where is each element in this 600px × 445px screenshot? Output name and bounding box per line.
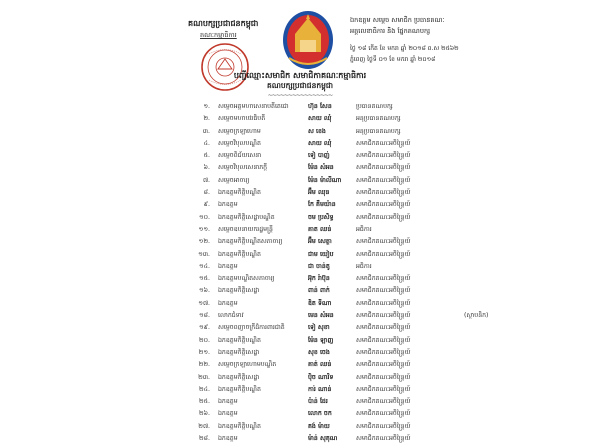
table-row [196, 310, 556, 322]
member-position: សម្ដេចក្រឡាហោម [218, 127, 261, 135]
member-role: សមាជិកគណៈអចិន្ត្រៃយ៍ [356, 348, 411, 356]
member-position: សម្ដេចពិជ័យសេនា [218, 152, 262, 160]
table-row [196, 162, 556, 174]
table-row [196, 249, 556, 261]
member-position: ឯកឧត្ដមកិត្តិបណ្ឌិត [218, 422, 261, 430]
member-name: កែ គឹមយ៉ាន [308, 201, 336, 209]
member-position: សម្ដេចវិបុលបណ្ឌិត [218, 139, 261, 147]
row-number: ៦. [203, 164, 210, 172]
member-name: ហ៊ុន សែន [308, 103, 332, 110]
member-position: ឯកឧត្ដម [218, 299, 238, 307]
row-number: ១៥. [198, 275, 210, 283]
header-place-date-line: ភ្នំពេញ ថ្ងៃទី ០១ ខែ មករា ឆ្នាំ ២០១៨ [350, 56, 436, 63]
title-ornament: ~~~~~~~~~~~~~~~~ [267, 92, 333, 99]
member-role: សមាជិកគណៈអចិន្ត្រៃយ៍ [356, 435, 411, 443]
row-number: ៧. [202, 176, 210, 184]
document-title: បញ្ជីឈ្មោះសមាជិក សមាជិកាគណៈកម្មាធិការ [233, 71, 367, 80]
member-position: ឯកឧត្ដមកិត្តិបណ្ឌិត [218, 250, 261, 258]
document-subtitle: គណបក្សប្រជាជនកម្ពុជា [267, 81, 333, 90]
row-number: ៩. [203, 201, 210, 209]
row-number: ២៣. [198, 373, 210, 381]
member-position: ឯកឧត្ដមកិត្តិសេដ្ឋា [218, 348, 260, 356]
member-role: សមាជិកគណៈអចិន្ត្រៃយ៍ [356, 287, 411, 295]
member-name: មេន សំអន [308, 312, 334, 320]
row-number: ១៧. [198, 299, 210, 307]
table-row [196, 347, 556, 359]
row-number: ២០. [198, 336, 210, 344]
row-number: ៤. [203, 139, 210, 147]
member-name: ប៉ាន់ ដែរ [308, 398, 328, 406]
table-row [196, 335, 556, 347]
table-row [196, 113, 556, 125]
member-position: ឯកឧត្ដមកិត្តិបណ្ឌិត [218, 336, 261, 344]
table-row [196, 408, 556, 420]
party-logo-icon [281, 10, 335, 72]
member-name: អ៊ឹម សេត្ថា [308, 238, 332, 246]
member-name: គង់ ម៉ាយ [308, 422, 330, 430]
table-row [196, 285, 556, 297]
table-row [196, 322, 556, 334]
header-date-line: ថ្ងៃ ១៨ កើត ខែ មករា ឆ្នាំ ២០១៨ ព.ស ២៥៦២ [350, 45, 459, 52]
table-row [196, 273, 556, 285]
table-row [196, 261, 556, 273]
row-number: ២៤. [198, 385, 210, 393]
table-row [196, 175, 556, 187]
member-position: ឯកឧត្ដម [218, 410, 238, 418]
table-row [196, 138, 556, 150]
member-name: ម៉ែន សំអន [308, 164, 334, 172]
row-number: ៣. [202, 127, 210, 135]
header-line-2: អគ្គលេខាធិការ និង ផ្នែកគណបក្ស [350, 27, 431, 35]
member-position: ឯកឧត្ដមកិត្តិសេដ្ឋា [218, 373, 260, 381]
member-position: ឯកឧត្ដម [218, 201, 238, 209]
row-number: ២២. [198, 361, 210, 369]
member-position: ឯកឧត្ដមកិត្តិបណ្ឌិត [218, 385, 261, 393]
member-name: ពាន់ ពាក់ [308, 287, 330, 295]
member-name: គាត់ ឈន់ [308, 361, 332, 369]
member-role: សមាជិកគណៈអចិន្ត្រៃយ៍ [356, 373, 411, 381]
member-name: ទៀ បាញ់ [308, 152, 330, 160]
table-row [196, 298, 556, 310]
member-name: ចម ប្រសិទ្ធ [308, 213, 334, 221]
table-row [196, 372, 556, 384]
member-name: ទៀ សុខា [308, 324, 330, 332]
table-row [196, 212, 556, 224]
member-position: សម្ដេចមហាបវរធិបតី [218, 115, 266, 123]
member-name: គាត ឈន់ [308, 225, 332, 233]
member-name: ជា ចាន់តូ [308, 262, 330, 270]
member-role: សមាជិកគណៈអចិន្ត្រៃយ៍ [356, 250, 411, 258]
row-number: ២. [203, 115, 210, 123]
row-number: ១០. [198, 213, 210, 221]
member-name: ម៉ែន ឡាញ [308, 336, 334, 344]
member-name: ឌិត ទីណា [308, 299, 332, 307]
member-name: អ៊ឹម ឈុន [308, 189, 330, 197]
row-number: ១៩. [198, 324, 210, 332]
table-row [196, 199, 556, 211]
row-number: ២១. [198, 348, 210, 356]
member-role: អធិការ [356, 225, 372, 233]
member-role: អនុប្រធានគណបក្ស [356, 127, 401, 135]
member-role: សមាជិកគណៈអចិន្ត្រៃយ៍ [356, 201, 411, 209]
member-position: ឯកឧត្ដមកិត្តិបណ្ឌិត [218, 189, 261, 197]
member-name: សាយ ឈុំ [308, 139, 332, 147]
member-position: សម្ដេចអគ្គមហាសេនាបតីតេជោ [218, 103, 289, 110]
member-note: (ស្ថាបនិក) [464, 312, 489, 320]
member-position: សម្ដេចពញាចក្រីដ៏ការពារជាតិ [218, 324, 285, 332]
row-number: ១. [203, 103, 210, 110]
member-role: សមាជិកគណៈអចិន្ត្រៃយ៍ [356, 385, 411, 393]
table-row [196, 384, 556, 396]
member-position: សម្ដេចវិបុលសេនាភក្ដី [218, 164, 268, 172]
member-position: ឯកឧត្ដមកិត្តិសេដ្ឋា [218, 287, 260, 295]
row-number: ២៨. [198, 435, 210, 443]
committee-subheading: គណៈកម្មាធិការ [200, 31, 237, 39]
member-name: សាយ ឈុំ [308, 115, 332, 123]
row-number: ២៦. [198, 410, 210, 418]
header-line-1: ឯកឧត្ដម សម្ដេច សមាជិក ប្រធានគណៈ [350, 16, 445, 24]
member-role: សមាជិកគណៈអចិន្ត្រៃយ៍ [356, 189, 411, 197]
member-name: លោក ចក [308, 410, 332, 418]
table-row [196, 421, 556, 433]
member-position: ឯកឧត្ដម [218, 435, 238, 443]
member-role: អនុប្រធានគណបក្ស [356, 115, 401, 123]
member-name: ជាម យៀប [308, 250, 334, 258]
member-role: សមាជិកគណៈអចិន្ត្រៃយ៍ [356, 238, 411, 246]
table-row [196, 126, 556, 138]
member-position: ឯកឧត្ដមកិត្តិសេដ្ឋាបណ្ឌិត [218, 213, 275, 221]
member-name: ម៉ាន់ សុគុណ [308, 435, 338, 443]
member-role: សមាជិកគណៈអចិន្ត្រៃយ៍ [356, 422, 411, 430]
table-row [196, 359, 556, 371]
table-row [196, 396, 556, 408]
row-number: ១២. [198, 238, 210, 246]
member-role: សមាជិកគណៈអចិន្ត្រៃយ៍ [356, 213, 411, 221]
member-role: សមាជិកគណៈអចិន្ត្រៃយ៍ [356, 164, 411, 172]
member-name: ស ខេង [308, 127, 326, 135]
member-position: ឯកឧត្ដម [218, 398, 238, 406]
member-role: សមាជិកគណៈអចិន្ត្រៃយ៍ [356, 176, 411, 184]
row-number: ៥. [203, 152, 210, 160]
member-role: សមាជិកគណៈអចិន្ត្រៃយ៍ [356, 336, 411, 344]
member-name: សុខ ចេង [308, 348, 330, 356]
member-name: ប៉ិច ណារិទ [308, 373, 334, 381]
table-row [196, 236, 556, 248]
members-table [196, 101, 556, 445]
member-role: សមាជិកគណៈអចិន្ត្រៃយ៍ [356, 139, 411, 147]
member-role: សមាជិកគណៈអចិន្ត្រៃយ៍ [356, 398, 411, 406]
member-position: ឯកឧត្ដម [218, 262, 238, 270]
member-name: អ៊ុក រ៉ាប៊ុន [308, 275, 330, 283]
member-position: ឯកឧត្ដមបណ្ឌិតសភាចារ្យ [218, 275, 275, 283]
table-row [196, 433, 556, 445]
row-number: ១៣. [198, 250, 210, 258]
row-number: ១៦. [198, 287, 210, 295]
member-role: សមាជិកគណៈអចិន្ត្រៃយ៍ [356, 324, 411, 332]
member-role: សមាជិកគណៈអចិន្ត្រៃយ៍ [356, 361, 411, 369]
table-row [196, 101, 556, 113]
table-row [196, 150, 556, 162]
member-role: សមាជិកគណៈអចិន្ត្រៃយ៍ [356, 410, 411, 418]
row-number: ២៧. [198, 422, 210, 430]
row-number: ១១. [198, 225, 210, 233]
table-row [196, 187, 556, 199]
party-name-heading: គណបក្សប្រជាជនកម្ពុជា [188, 19, 259, 28]
member-role: សមាជិកគណៈអចិន្ត្រៃយ៍ [356, 152, 411, 160]
table-row [196, 224, 556, 236]
member-position: សម្ដេចក្រឡាហោមបណ្ឌិត [218, 361, 277, 369]
member-role: សមាជិកគណៈអចិន្ត្រៃយ៍ [356, 299, 411, 307]
member-position: សម្ដេចអាចារ្យ [218, 176, 250, 184]
member-role: អធិការ [356, 262, 372, 270]
member-name: ការ់ ណាន់ [308, 385, 332, 393]
row-number: ១៨. [198, 312, 210, 320]
row-number: ១៤. [198, 262, 210, 270]
member-position: ឯកឧត្ដមកិត្តិបណ្ឌិតសភាចារ្យ [218, 238, 283, 246]
member-role: ប្រធានគណបក្ស [356, 103, 393, 110]
member-position: លោកជំទាវ [218, 312, 244, 320]
member-role: សមាជិកគណៈអចិន្ត្រៃយ៍ [356, 275, 411, 283]
member-position: សម្ដេចឧបនាយករដ្ឋមន្ត្រី [218, 225, 273, 233]
member-role: សមាជិកគណៈអចិន្ត្រៃយ៍ [356, 312, 411, 320]
member-name: ម៉ែន ម៉ាលីណា [308, 176, 342, 184]
row-number: ៨. [203, 189, 210, 197]
row-number: ២៥. [198, 398, 210, 406]
